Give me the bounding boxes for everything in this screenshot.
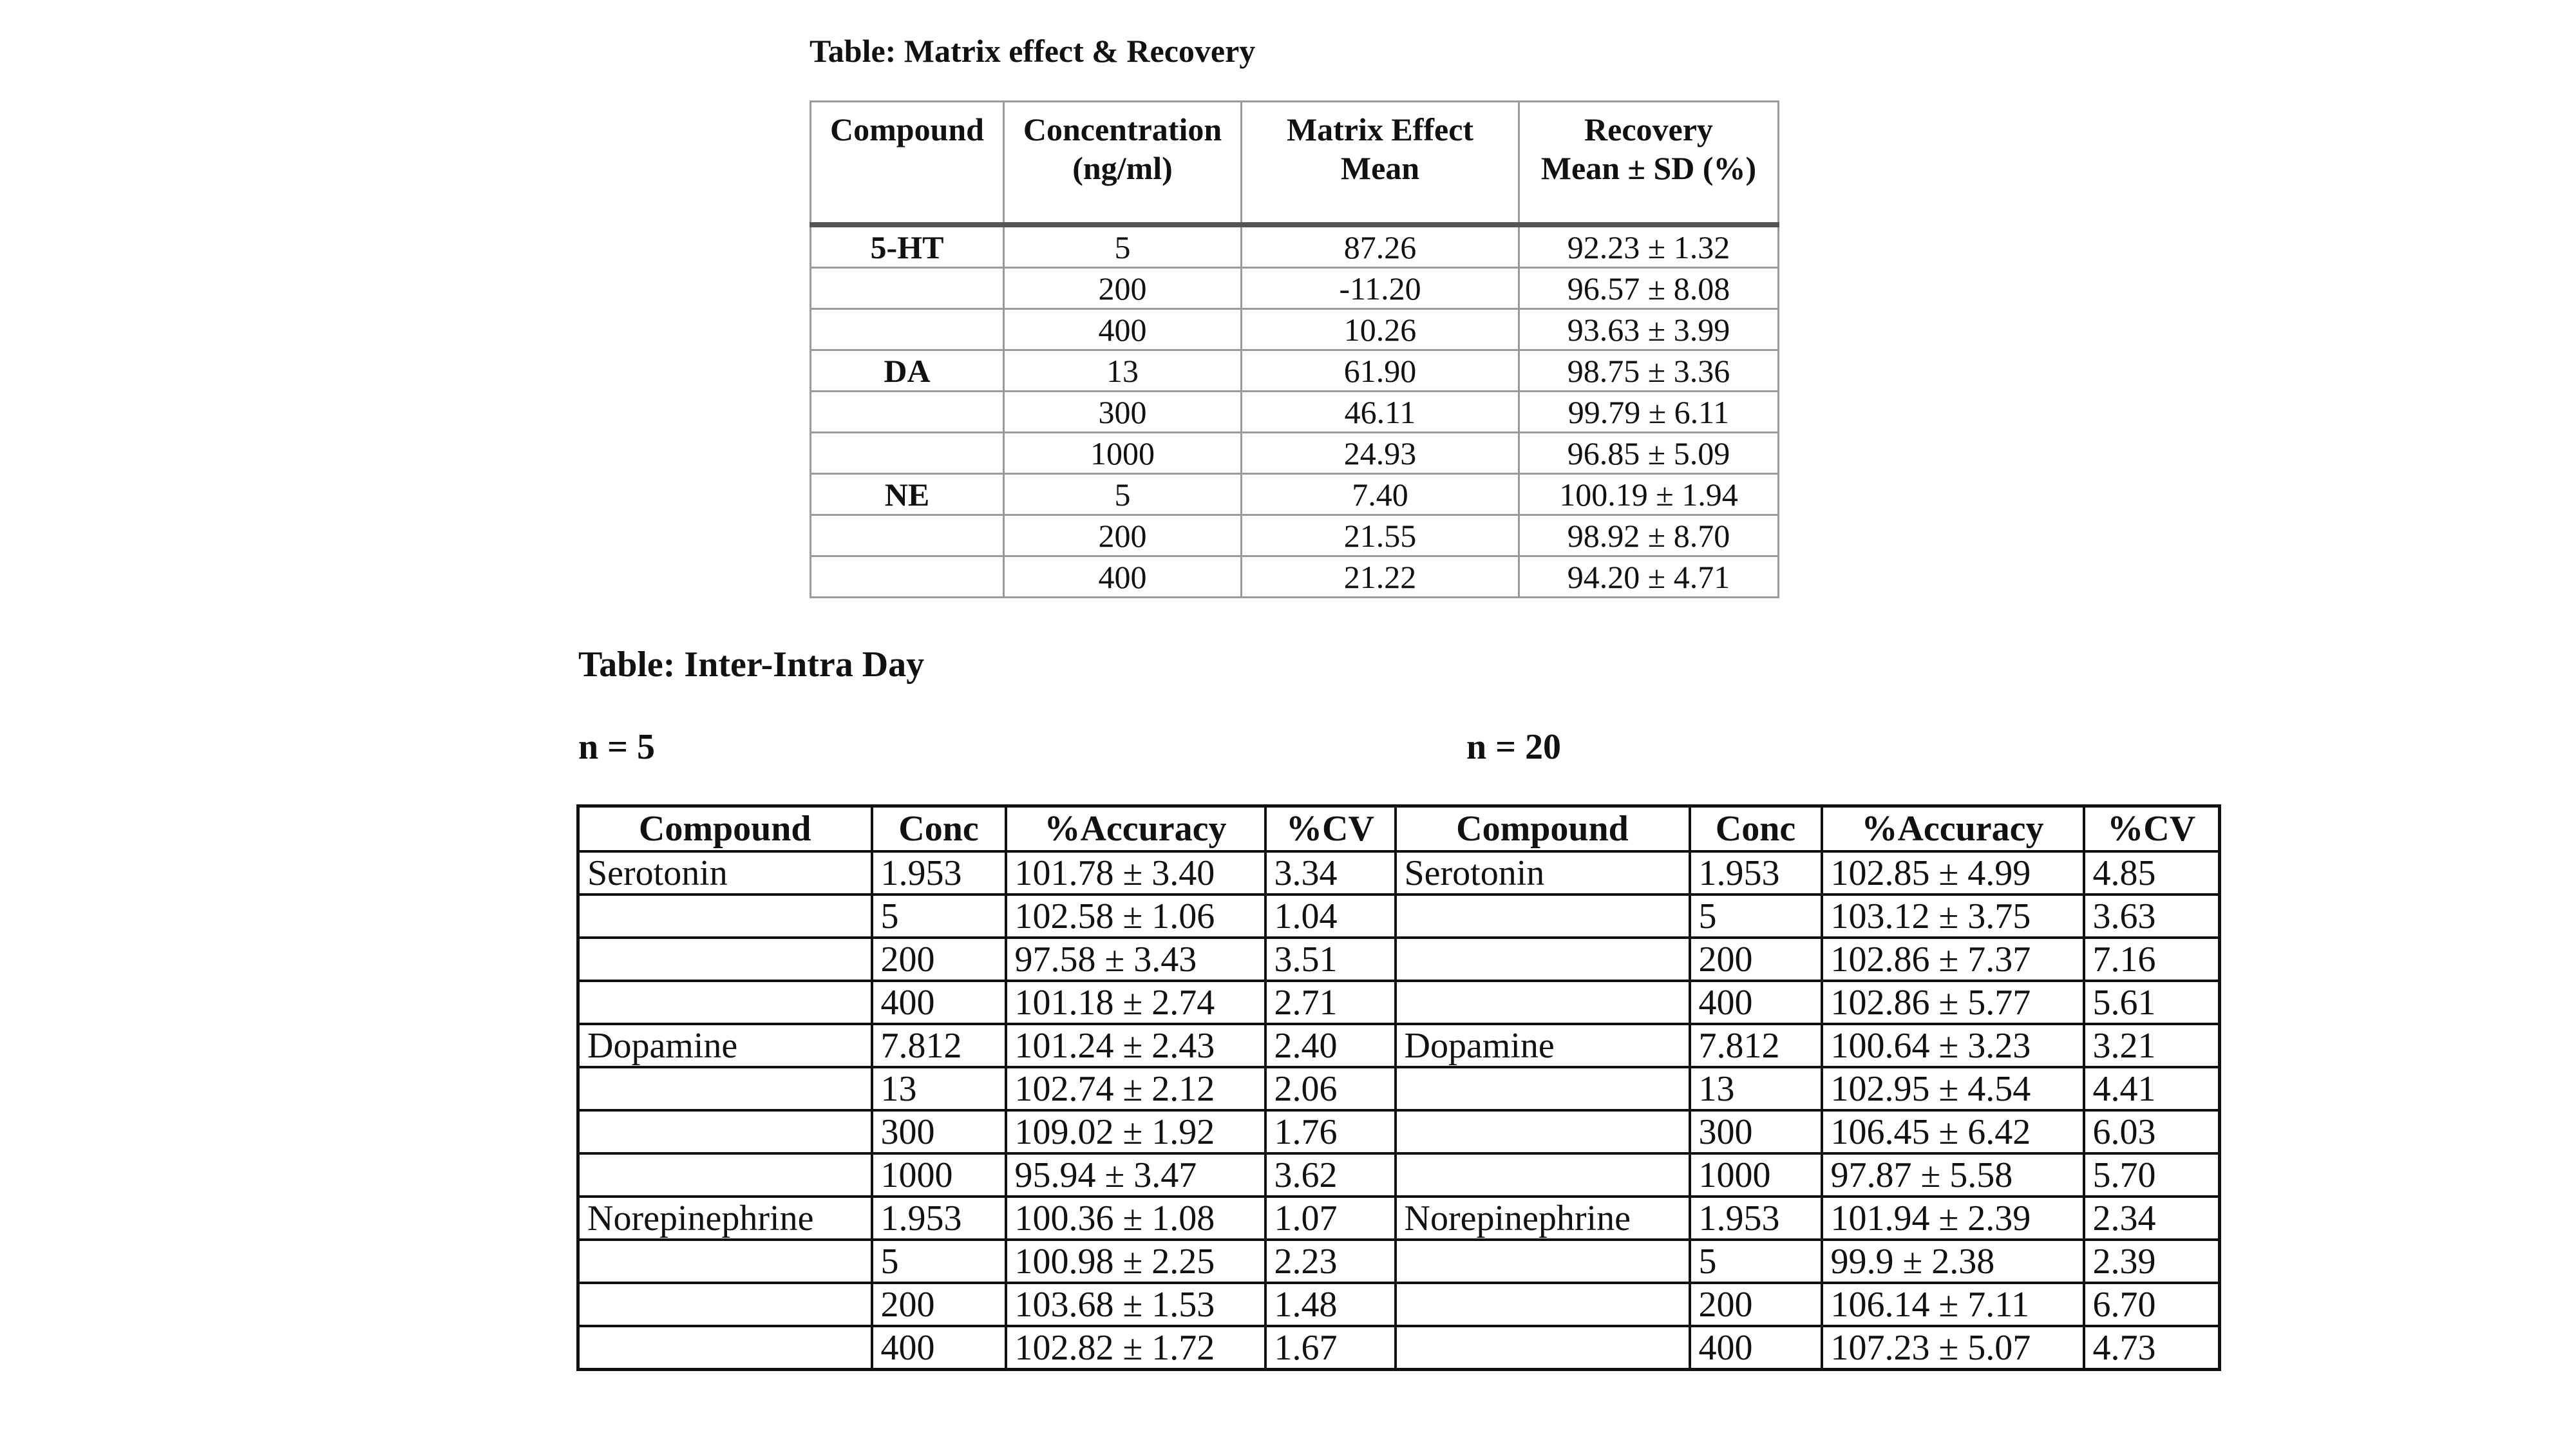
cell-cv-n5: 2.23 [1265,1240,1396,1283]
table-row [811,268,1779,309]
cell-matrix-effect: 46.11 [1242,392,1519,433]
cell-accuracy-n20: 101.94 ± 2.39 [1822,1197,2084,1240]
table-row [578,851,2220,895]
cell-cv-n5: 2.71 [1265,981,1396,1024]
cell-matrix-effect: 21.22 [1242,556,1519,598]
n5-label: n = 5 [578,727,656,767]
cell-accuracy-n5: 95.94 ± 3.47 [1006,1153,1265,1197]
cell-cv-n5: 1.67 [1265,1326,1396,1370]
cell-cv-n20: 7.16 [2084,938,2220,981]
cell-cv-n5: 1.76 [1265,1110,1396,1153]
cell-compound [811,515,1004,556]
header-compound-n20: Compound [1396,806,1690,852]
n20-label: n = 20 [1466,727,1562,767]
cell-conc: 300 [1004,392,1242,433]
cell-compound [811,268,1004,309]
cell-cv-n5: 1.04 [1265,895,1396,938]
cell-matrix-effect: 21.55 [1242,515,1519,556]
cell-accuracy-n5: 109.02 ± 1.92 [1006,1110,1265,1153]
cell-accuracy-n20: 107.23 ± 5.07 [1822,1326,2084,1370]
cell-compound-n5 [578,1153,872,1197]
cell-conc-n20: 1.953 [1690,851,1822,895]
table-row [811,225,1779,268]
table-row [811,350,1779,392]
cell-conc-n5: 200 [872,938,1006,981]
cell-conc: 5 [1004,225,1242,268]
cell-compound-n5 [578,1240,872,1283]
header-recovery: Recovery Mean ± SD (%) [1519,102,1779,225]
table-row [578,1067,2220,1110]
table-row [578,1024,2220,1067]
table-row [811,392,1779,433]
cell-accuracy-n20: 100.64 ± 3.23 [1822,1024,2084,1067]
cell-accuracy-n20: 102.86 ± 7.37 [1822,938,2084,981]
header-conc-n20: Conc [1690,806,1822,852]
cell-cv-n5: 3.62 [1265,1153,1396,1197]
cell-recovery: 96.85 ± 5.09 [1519,433,1779,474]
cell-compound: DA [811,350,1004,392]
table-row [578,1110,2220,1153]
cell-cv-n5: 1.07 [1265,1197,1396,1240]
cell-compound-n20 [1396,1110,1690,1153]
cell-cv-n20: 2.34 [2084,1197,2220,1240]
matrix-effect-recovery-table [810,100,1779,598]
cell-compound-n20: Serotonin [1396,851,1690,895]
cell-cv-n5: 3.51 [1265,938,1396,981]
header-matrix-effect: Matrix Effect Mean [1242,102,1519,225]
cell-conc-n5: 1.953 [872,851,1006,895]
table-row [578,895,2220,938]
cell-accuracy-n20: 102.86 ± 5.77 [1822,981,2084,1024]
cell-compound-n5 [578,1283,872,1326]
cell-matrix-effect: 7.40 [1242,474,1519,515]
cell-conc-n20: 13 [1690,1067,1822,1110]
cell-conc-n20: 1000 [1690,1153,1822,1197]
cell-conc-n20: 5 [1690,1240,1822,1283]
cell-compound [811,556,1004,598]
cell-conc-n20: 300 [1690,1110,1822,1153]
cell-compound-n5 [578,1110,872,1153]
cell-accuracy-n5: 102.74 ± 2.12 [1006,1067,1265,1110]
cell-conc-n5: 200 [872,1283,1006,1326]
cell-compound-n5 [578,938,872,981]
cell-cv-n20: 4.73 [2084,1326,2220,1370]
cell-compound-n20: Norepinephrine [1396,1197,1690,1240]
cell-cv-n20: 4.85 [2084,851,2220,895]
cell-compound-n20 [1396,895,1690,938]
cell-conc: 200 [1004,268,1242,309]
table-row [578,1283,2220,1326]
cell-conc-n20: 5 [1690,895,1822,938]
cell-cv-n5: 3.34 [1265,851,1396,895]
cell-accuracy-n5: 101.24 ± 2.43 [1006,1024,1265,1067]
cell-conc-n5: 1000 [872,1153,1006,1197]
header-cv-n5: %CV [1265,806,1396,852]
cell-conc-n5: 5 [872,895,1006,938]
cell-accuracy-n20: 106.14 ± 7.11 [1822,1283,2084,1326]
cell-cv-n5: 2.06 [1265,1067,1396,1110]
cell-cv-n20: 4.41 [2084,1067,2220,1110]
cell-compound-n20 [1396,1153,1690,1197]
cell-conc-n5: 300 [872,1110,1006,1153]
cell-conc-n20: 1.953 [1690,1197,1822,1240]
cell-conc-n5: 400 [872,981,1006,1024]
cell-compound [811,309,1004,350]
cell-conc: 400 [1004,309,1242,350]
cell-compound-n5 [578,895,872,938]
cell-conc-n20: 200 [1690,1283,1822,1326]
cell-cv-n5: 2.40 [1265,1024,1396,1067]
table-row [578,938,2220,981]
cell-matrix-effect: -11.20 [1242,268,1519,309]
cell-cv-n20: 3.21 [2084,1024,2220,1067]
cell-accuracy-n5: 101.18 ± 2.74 [1006,981,1265,1024]
cell-conc-n5: 7.812 [872,1024,1006,1067]
cell-cv-n5: 1.48 [1265,1283,1396,1326]
table-header-row [811,102,1779,225]
table-row [578,1197,2220,1240]
cell-conc-n20: 7.812 [1690,1024,1822,1067]
cell-cv-n20: 6.70 [2084,1283,2220,1326]
cell-compound-n20 [1396,1067,1690,1110]
cell-accuracy-n20: 106.45 ± 6.42 [1822,1110,2084,1153]
cell-recovery: 98.75 ± 3.36 [1519,350,1779,392]
cell-compound-n20 [1396,1283,1690,1326]
header-compound: Compound [811,102,1004,225]
table-row [811,515,1779,556]
cell-recovery: 94.20 ± 4.71 [1519,556,1779,598]
cell-conc: 400 [1004,556,1242,598]
cell-cv-n20: 3.63 [2084,895,2220,938]
matrix-table-title: Table: Matrix effect & Recovery [810,33,1256,69]
cell-accuracy-n20: 102.95 ± 4.54 [1822,1067,2084,1110]
cell-compound-n20 [1396,981,1690,1024]
cell-compound-n20: Dopamine [1396,1024,1690,1067]
cell-accuracy-n20: 102.85 ± 4.99 [1822,851,2084,895]
cell-cv-n20: 2.39 [2084,1240,2220,1283]
cell-recovery: 96.57 ± 8.08 [1519,268,1779,309]
cell-recovery: 93.63 ± 3.99 [1519,309,1779,350]
cell-accuracy-n5: 100.98 ± 2.25 [1006,1240,1265,1283]
cell-conc: 5 [1004,474,1242,515]
header-accuracy-n5: %Accuracy [1006,806,1265,852]
cell-accuracy-n20: 99.9 ± 2.38 [1822,1240,2084,1283]
cell-accuracy-n5: 97.58 ± 3.43 [1006,938,1265,981]
header-concentration: Concentration (ng/ml) [1004,102,1242,225]
cell-recovery: 100.19 ± 1.94 [1519,474,1779,515]
cell-accuracy-n5: 103.68 ± 1.53 [1006,1283,1265,1326]
table-row [578,1326,2220,1370]
header-conc-n5: Conc [872,806,1006,852]
cell-accuracy-n5: 100.36 ± 1.08 [1006,1197,1265,1240]
cell-conc-n20: 400 [1690,1326,1822,1370]
cell-compound: 5-HT [811,225,1004,268]
cell-conc: 13 [1004,350,1242,392]
cell-conc: 1000 [1004,433,1242,474]
interintra-table-title: Table: Inter-Intra Day [578,645,925,685]
table-header-row [578,806,2220,852]
cell-conc-n5: 400 [872,1326,1006,1370]
cell-compound-n5: Dopamine [578,1024,872,1067]
cell-compound-n20 [1396,1240,1690,1283]
cell-accuracy-n5: 101.78 ± 3.40 [1006,851,1265,895]
cell-compound: NE [811,474,1004,515]
table-row [578,1240,2220,1283]
cell-compound-n5 [578,1067,872,1110]
header-cv-n20: %CV [2084,806,2220,852]
inter-intra-day-table [576,804,2221,1371]
cell-compound-n20 [1396,938,1690,981]
cell-matrix-effect: 10.26 [1242,309,1519,350]
cell-conc: 200 [1004,515,1242,556]
cell-matrix-effect: 24.93 [1242,433,1519,474]
cell-recovery: 92.23 ± 1.32 [1519,225,1779,268]
cell-recovery: 98.92 ± 8.70 [1519,515,1779,556]
cell-cv-n20: 5.70 [2084,1153,2220,1197]
cell-compound-n5: Norepinephrine [578,1197,872,1240]
header-accuracy-n20: %Accuracy [1822,806,2084,852]
cell-compound-n5 [578,981,872,1024]
cell-cv-n20: 5.61 [2084,981,2220,1024]
cell-compound [811,392,1004,433]
cell-compound [811,433,1004,474]
cell-matrix-effect: 61.90 [1242,350,1519,392]
header-compound-n5: Compound [578,806,872,852]
cell-conc-n5: 1.953 [872,1197,1006,1240]
table-row [811,556,1779,598]
table-row [811,433,1779,474]
cell-conc-n20: 400 [1690,981,1822,1024]
table-row [578,1153,2220,1197]
cell-compound-n5: Serotonin [578,851,872,895]
cell-cv-n20: 6.03 [2084,1110,2220,1153]
cell-accuracy-n5: 102.58 ± 1.06 [1006,895,1265,938]
cell-conc-n5: 5 [872,1240,1006,1283]
table-row [811,474,1779,515]
cell-compound-n20 [1396,1326,1690,1370]
cell-recovery: 99.79 ± 6.11 [1519,392,1779,433]
cell-accuracy-n20: 97.87 ± 5.58 [1822,1153,2084,1197]
cell-conc-n5: 13 [872,1067,1006,1110]
cell-accuracy-n20: 103.12 ± 3.75 [1822,895,2084,938]
cell-conc-n20: 200 [1690,938,1822,981]
cell-matrix-effect: 87.26 [1242,225,1519,268]
table-row [811,309,1779,350]
cell-accuracy-n5: 102.82 ± 1.72 [1006,1326,1265,1370]
cell-compound-n5 [578,1326,872,1370]
table-row [578,981,2220,1024]
